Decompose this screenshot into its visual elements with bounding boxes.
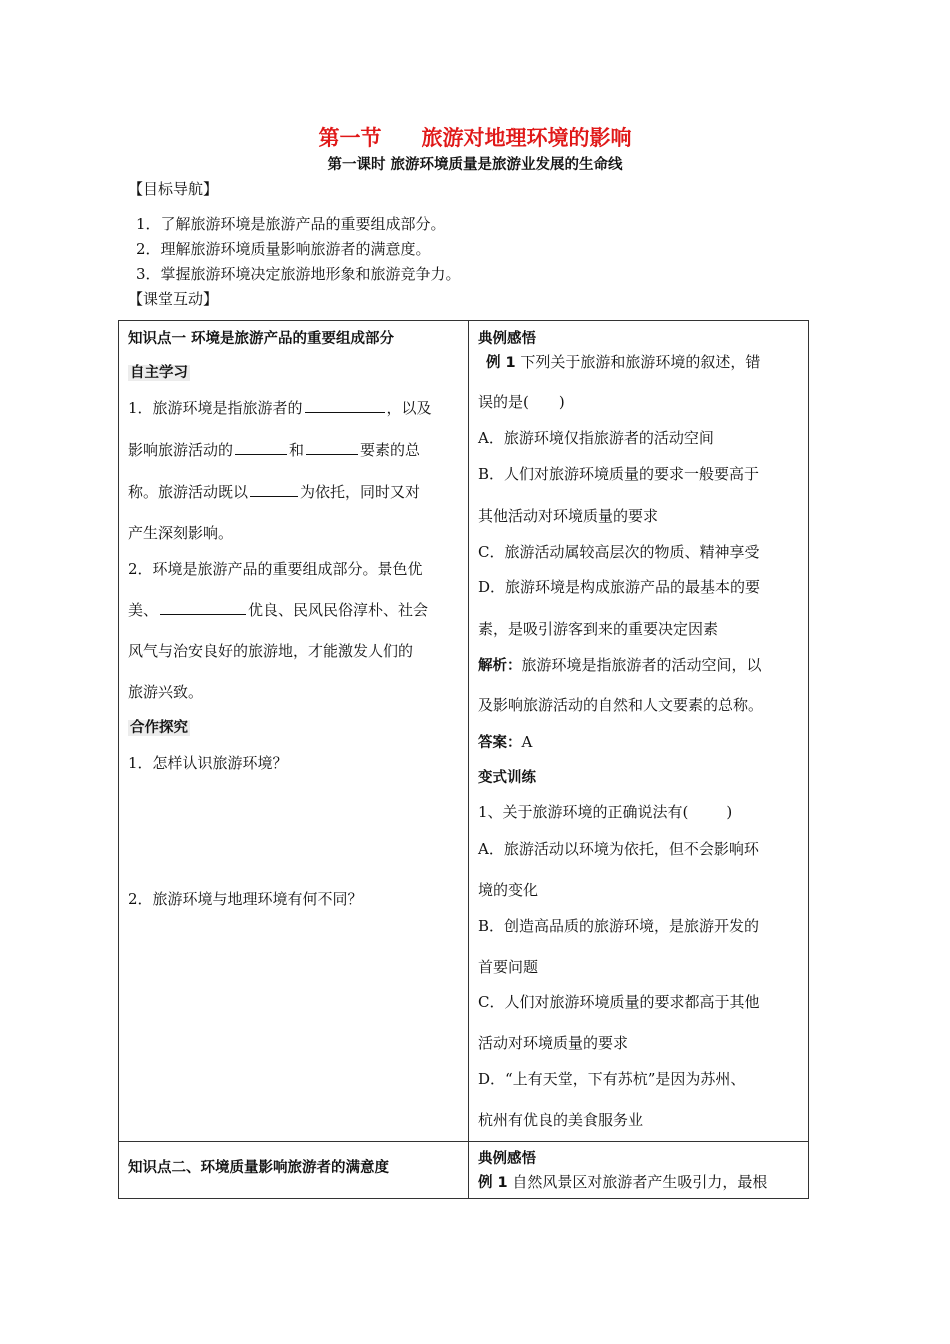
fill-blank[interactable] [235,439,287,455]
variant-option-a: 境的变化 [478,881,539,899]
fill-blank[interactable] [306,439,358,455]
explore-question: 1．怎样认识旅游环境？ [128,754,288,772]
question-1-line: 1．旅游环境是指旅游者的 ，以及 [128,399,432,417]
option-b: B．人们对旅游环境质量的要求一般要高于 [478,465,760,483]
option-b: 其他活动对环境质量的要求 [478,507,659,525]
analysis-text: 及影响旅游活动的自然和人文要素的总称。 [478,696,764,714]
variant-option-c: 活动对环境质量的要求 [478,1034,629,1052]
fill-blank[interactable] [160,599,246,615]
option-c: C．旅游活动属较高层次的物质、精神享受 [478,543,760,561]
explore-question: 2．旅游环境与地理环境有何不同？ [128,890,363,908]
question-1-line: 产生深刻影响。 [128,524,234,542]
answer-text: 答案：A [478,733,533,751]
table-row [119,1142,809,1199]
example-question: 例 1 下列关于旅游和旅游环境的叙述，错 [486,353,761,371]
example-question: 误的是( ) [478,393,565,411]
question-1-line: 影响旅游活动的 和 要素的总 [128,441,421,459]
activity-table [118,320,809,1199]
page-subtitle: 第一课时 旅游环境质量是旅游业发展的生命线 [327,157,623,173]
variant-option-a: A．旅游活动以环境为依托，但不会影响环 [478,840,759,858]
knowledge-point-1-heading: 知识点一 环境是旅游产品的重要组成部分 [128,331,395,347]
table-row [119,321,809,1142]
variant-heading: 变式训练 [478,770,536,786]
option-d: D．旅游环境是构成旅游产品的最基本的要 [478,578,761,596]
example-heading: 典例感悟 [478,331,536,347]
analysis-text: 解析：旅游环境是指旅游者的活动空间，以 [478,656,762,674]
question-1-line: 称。旅游活动既以 为依托，同时又对 [128,483,421,501]
example-cell [469,1142,809,1199]
option-a: A．旅游环境仅指旅游者的活动空间 [478,429,714,447]
fill-blank[interactable] [305,397,385,413]
variant-option-c: C．人们对旅游环境质量的要求都高于其他 [478,993,760,1011]
goals-heading: 【目标导航】 [128,180,219,198]
title-section: 第一节 [318,126,382,150]
knowledge-point-2-heading: 知识点二、环境质量影响旅游者的满意度 [128,1160,389,1176]
goal-item: 1．了解旅游环境是旅游产品的重要组成部分。 [136,215,446,233]
goal-item: 2．理解旅游环境质量影响旅游者的满意度。 [136,240,431,258]
example-cell [469,321,809,1142]
variant-option-b: 首要问题 [478,958,539,976]
question-2-line: 旅游兴致。 [128,683,204,701]
page-title [0,122,950,152]
example-heading: 典例感悟 [478,1151,536,1167]
knowledge-cell [119,321,469,1142]
question-2-line: 风气与治安良好的旅游地，才能激发人们的 [128,642,414,660]
cooperation-heading: 合作探究 [130,720,188,736]
title-topic: 旅游对地理环境的影响 [421,126,632,150]
question-2-line: 美、 优良、民风民俗淳朴、社会 [128,601,429,619]
option-d: 素，是吸引游客到来的重要决定因素 [478,620,719,638]
variant-option-d: 杭州有优良的美食服务业 [478,1111,644,1129]
variant-question: 1、关于旅游环境的正确说法有( ) [478,803,733,821]
knowledge-cell [119,1142,469,1199]
example-question: 例 1 自然风景区对旅游者产生吸引力，最根 [478,1173,768,1191]
question-2-line: 2．环境是旅游产品的重要组成部分。景色优 [128,560,423,578]
self-study-heading: 自主学习 [130,365,188,381]
variant-option-b: B．创造高品质的旅游环境，是旅游开发的 [478,917,760,935]
goal-item: 3．掌握旅游环境决定旅游地形象和旅游竞争力。 [136,265,461,283]
variant-option-d: D．“上有天堂，下有苏杭”是因为苏州、 [478,1070,746,1088]
fill-blank[interactable] [250,481,298,497]
interaction-heading: 【课堂互动】 [128,290,219,308]
